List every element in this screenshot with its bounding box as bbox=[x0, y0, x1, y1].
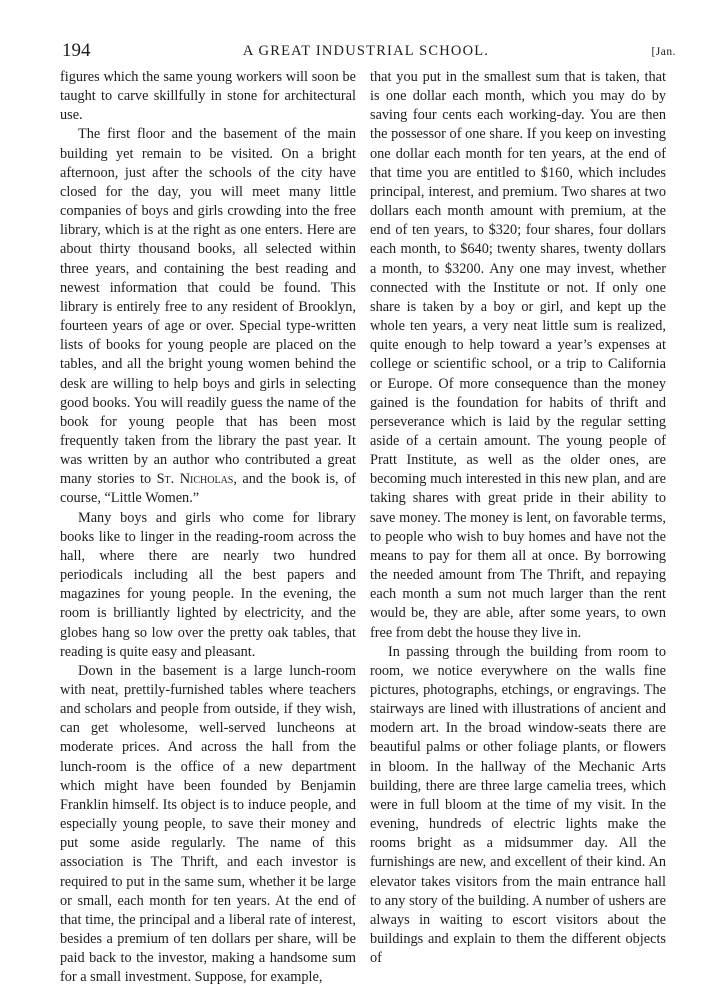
page-header bbox=[60, 40, 676, 68]
paragraph-lunch-room: Down in the basement is a large lunch-room with neat, prettily-furnished tables where teachers and scholars and people from outside, if they wish, can get wholesome, well-served luncheons at moderate prices. And across the hall from the lunch-room is the office of a new department which might have been founded by Benjamin Franklin himself. Its object is to induce people, and especially young people, to save their money and put some aside regularly. The name of this association is The Thrift, and each investor is required to put in the same sum, whether it be large or small, each month for ten years. At the end of that time, the principal and a liberal rate of interest, besides a premium of ten dollars per share, will be paid back to the investor, making a handsome sum for a small investment. Suppose, for example, bbox=[60, 662, 356, 986]
paragraph-text: The first floor and the basement of the main building yet remain to be visited. On a bright afternoon, just after the schools of the city have closed for the day, you will meet many little companies of boys and girls crowding into the free library, which is at the right as one enters. Here are about thirty thousand books, all selected within three years, and containing the best reading and newest information that could be found. This library is entirely free to any resident of Brooklyn, fourteen years of age or over. Special type-written lists of books for young people are placed on the tables, and all the bright young women behind the desk are willing to help boys and girls in selecting good books. You will readily guess the name of the book for young people that has been most frequently taken from the library the past year. It was written by an author who contributed a great many stories to bbox=[60, 126, 356, 488]
paragraph-reading-room: Many boys and girls who come for library books like to linger in the reading-room across the hall, where there are nearly two hundred periodicals including all the best papers and magazines for young people. In the evening, the room is brilliantly lighted by electricity, and the globes hang so low over the pretty oak tables, that reading is quite easy and pleasant. bbox=[60, 509, 356, 660]
running-title: A GREAT INDUSTRIAL SCHOOL. bbox=[242, 43, 490, 59]
page-number: 194 bbox=[62, 40, 91, 61]
paragraph-thrift: that you put in the smallest sum that is taken, that is one dollar each month, which you may do by saving four cents each working-day. You are then the possessor of one share. If you keep on investing one dollar each month for ten years, at the end of that time you are entitled to $160, which includes principal, interest, and premium. Two shares at two dollars each month amount with premium, at the end of ten years, to $320; four shares, four dollars each month, to $640; twenty shares, twenty dollars a month, to $3200. Any one may invest, whether connected with the Institute or not. If only one share is taken by a boy or girl, and kept up the whole ten years, a very neat little sum is realized, quite enough to help toward a year’s expenses at college or scientific school, or a trip to California or Europe. Of more consequence than the money gained is the foundation for habits of thrift and perseverance which is laid by the regular setting aside of a certain amount. The young people of Pratt Institute, as well as the older ones, are becoming much interested in this new plan, and are taking shares with great pride in their ability to save money. The money is lent, on favorable terms, to people who wish to buy homes and have not the means to pay for them all at once. By borrowing the needed amount from The Thrift, and repaying each month a sum not much larger than the rent would be, they are able, after some years, to own free from debt the house they live in. bbox=[370, 69, 666, 641]
paragraph-library bbox=[60, 125, 356, 508]
issue-month: [Jan. bbox=[651, 46, 676, 58]
magazine-name: St. Nicholas bbox=[156, 471, 234, 488]
right-column bbox=[370, 68, 666, 968]
paragraph-building: In passing through the building from room to room, we notice everywhere on the walls fine pictures, photographs, etchings, or engravings. The stairways are lined with illustrations of ancient and modern art. In the broad window-seats there are beautiful palms or other foliage plants, or flowers in bloom. In the hallway of the Mechanic Arts building, there are three large camelia trees, which were in full bloom at the time of my visit. In the evening, hundreds of electric lights make the rooms bright as a midsummer day. All the furnishings are new, and excellent of their kind. An elevator takes visitors from the main entrance hall to any story of the building. A number of ushers are always in waiting to escort visitors about the buildings and explain to them the different objects of bbox=[370, 643, 666, 967]
paragraph-text: , and the book is, of course, “Little Women.” bbox=[60, 471, 356, 507]
left-column bbox=[60, 68, 356, 988]
paragraph-continued: figures which the same young workers will soon be taught to carve skillfully in stone for architectural use. bbox=[60, 69, 356, 124]
